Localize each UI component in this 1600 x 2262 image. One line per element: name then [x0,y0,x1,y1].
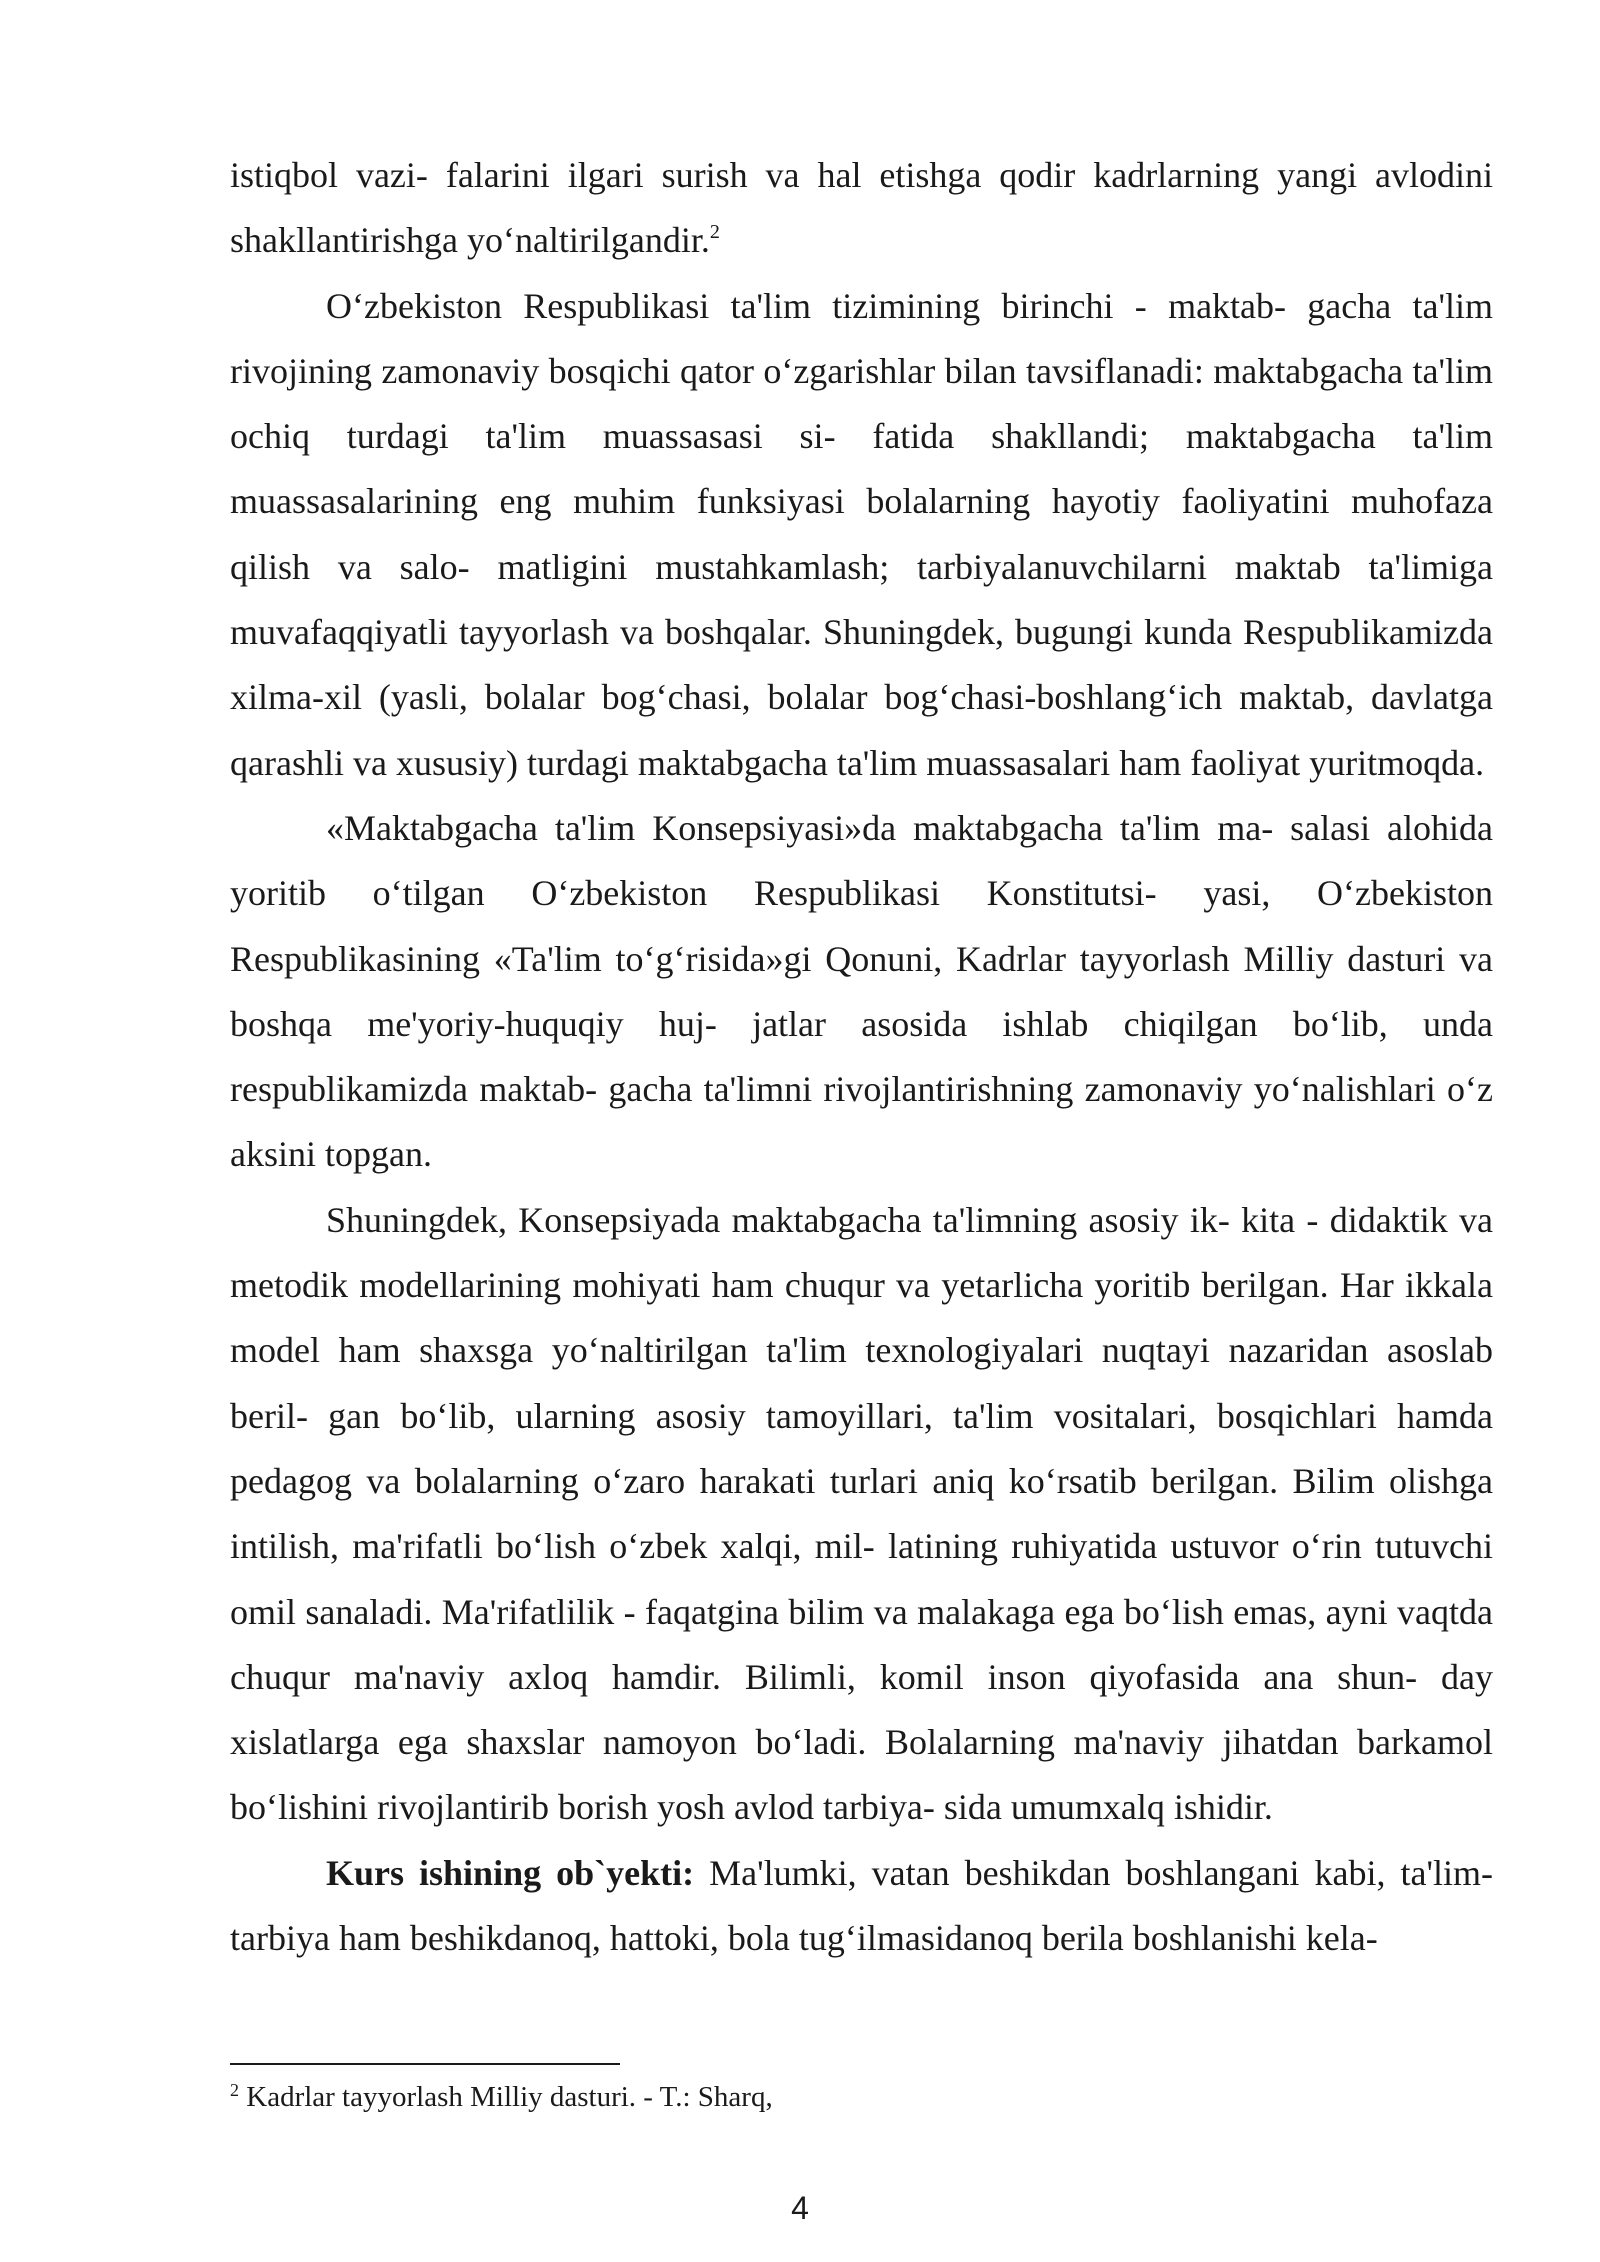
paragraph-5 [230,1841,1493,1972]
footnote-separator [230,2063,620,2065]
paragraph-2: O‘zbekiston Respublikasi ta'lim tizimining birinchi - maktab- gacha ta'lim rivojining zamonaviy bosqichi qator o‘zgarishlar bilan tavsiflanadi: maktabgacha ta'lim ochiq turdagi ta'lim muassasasi si- fatida shakllandi; maktabgacha ta'lim muassasalarining eng muhim funksiyasi bolalarning hayotiy faoliyatini muhofaza qilish va salo- matligini mustahkamlash; tarbiyalanuvchilarni maktab ta'limiga muvafaqqiyatli tayyorlash va boshqalar. Shuningdek, bugungi kunda Respublikamizda xilma-xil (yasli, bolalar bog‘chasi, bolalar bog‘chasi-boshlang‘ich maktab, davlatga qarashli va xususiy) turdagi maktabgacha ta'lim muassasalari ham faoliyat yuritmoqda. [230,285,1493,783]
paragraph-1 [230,143,1493,274]
course-object-heading: Kurs ishining ob`yekti: [326,1852,695,1893]
paragraph-1-text: istiqbol vazi- falarini ilgari surish va hal etishga qodir kadrlarning yangi avlodini shakllantirishga yo‘naltirilgandir. [230,155,1493,261]
paragraph-5-text: Ma'lumki, vatan beshikdan boshlangani kabi, ta'lim-tarbiya ham beshikdanoq, hattoki, bola tug‘ilmasidanoq berila boshlanishi kela- [230,1852,1493,1959]
footnote-reference: 2 [709,221,720,244]
paragraph-3: «Maktabgacha ta'lim Konsepsiyasi»da maktabgacha ta'lim ma- salasi alohida yoritib o‘tilgan O‘zbekiston Respublikasi Konstitutsi- yasi, O‘zbekiston Respublikasining «Ta'lim to‘g‘risida»gi Qonuni, Kadrlar tayyorlash Milliy dasturi va boshqa me'yoriy-huquqiy huj- jatlar asosida ishlab chiqilgan bo‘lib, unda respublikamizda maktab- gacha ta'limni rivojlantirishning zamonaviy yo‘nalishlari o‘z aksini topgan. [230,807,1493,1175]
page-number: 4 [791,2190,809,2226]
paragraph-4: Shuningdek, Konsepsiyada maktabgacha ta'limning asosiy ik- kita - didaktik va metodik modellarining mohiyati ham chuqur va yetarlicha yoritib berilgan. Har ikkala model ham shaxsga yo‘naltirilgan ta'lim texnologiyalari nuqtayi nazaridan asoslab beril- gan bo‘lib, ularning asosiy tamoyillari, ta'lim vositalari, bosqichlari hamda pedagog va bolalarning o‘zaro harakati turlari aniq ko‘rsatib berilgan. Bilim olishga intilish, ma'rifatli bo‘lish o‘zbek xalqi, mil- latining ruhiyatida ustuvor o‘rin tutuvchi omil sanaladi. Ma'rifatlilik - faqatgina bilim va malakaga ega bo‘lish emas, ayni vaqtda chuqur ma'naviy axloq hamdir. Bilimli, komil inson qiyofasida ana shun- day xislatlarga ega shaxslar namoyon bo‘ladi. Bolalarning ma'naviy jihatdan barkamol bo‘lishini rivojlantirib borish yosh avlod tarbiya- sida umumxalq ishidir. [230,1199,1493,1828]
body-text [230,143,1493,1971]
footnote-text: Kadrlar tayyorlash Milliy dasturi. - T.: Sharq, [239,2081,773,2113]
footnote-number: 2 [230,2080,239,2100]
footnote [230,2077,773,2117]
